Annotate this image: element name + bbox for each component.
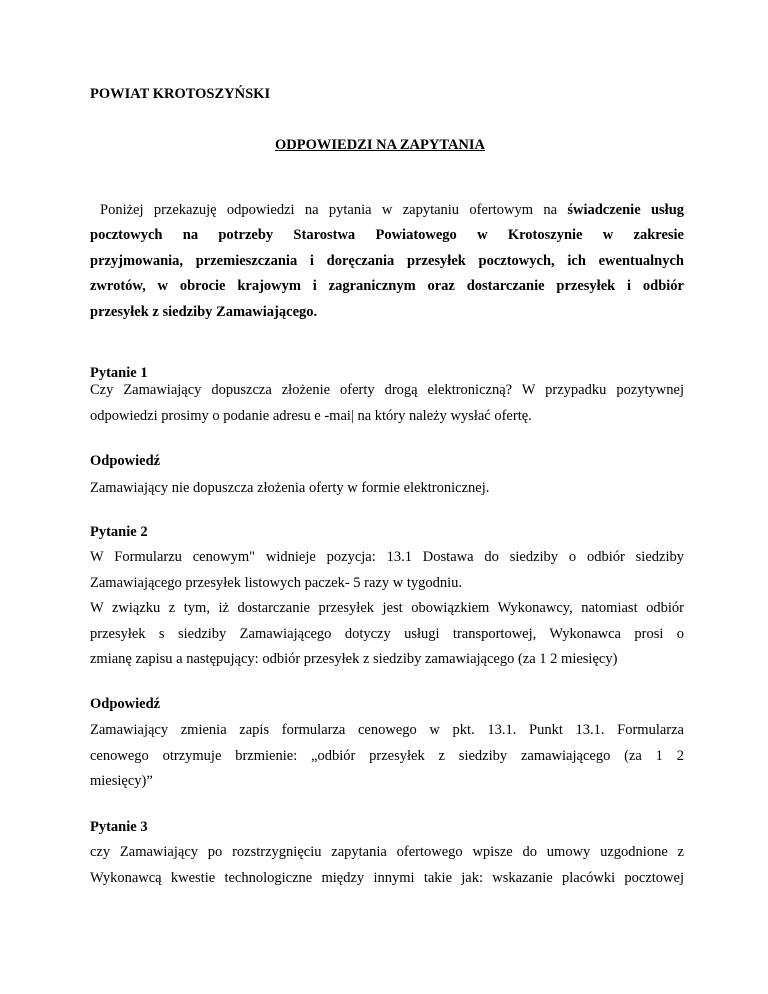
question-2-line-2: Zamawiającego przesyłek listowych paczek- 5 razy w tygodniu.: [90, 575, 463, 591]
question-2-line-5: zmianę zapisu a następujący: odbiór przesyłek z siedziby zamawiającego (za 1 2 miesięcy): [90, 651, 618, 667]
question-3-heading: Pytanie 3: [90, 819, 148, 835]
answer-2-heading: Odpowiedź: [90, 696, 161, 712]
intro-line-1-text: Poniżej przekazuję odpowiedzi na pytania w zapytaniu ofertowym na: [100, 202, 568, 218]
question-2-line-4: przesyłek s siedziby Zamawiającego dotyczy usługi transportowej, Wykonawca prosi o: [90, 626, 684, 642]
answer-1-heading: Odpowiedź: [90, 453, 161, 469]
question-3-line-1: czy Zamawiający po rozstrzygnięciu zapytania ofertowego wpisze do umowy uzgodnione z: [90, 844, 684, 860]
question-2-line-1: W Formularzu cenowym" widnieje pozycja: 13.1 Dostawa do siedziby o odbiór siedziby: [90, 549, 684, 565]
question-3-line-2: Wykonawcą kwestie technologiczne między innymi takie jak: wskazanie placówki pocztowej: [90, 870, 684, 886]
question-1-heading: Pytanie 1: [90, 365, 148, 381]
intro-line-2: pocztowych na potrzeby Starostwa Powiatowego w Krotoszynie w zakresie: [90, 227, 684, 243]
question-2-heading: Pytanie 2: [90, 524, 148, 540]
page-title: ODPOWIEDZI NA ZAPYTANIA: [275, 137, 486, 153]
question-1-line-2: odpowiedzi prosimy o podanie adresu e -mai| na który należy wysłać ofertę.: [90, 408, 532, 424]
intro-line-3: przyjmowania, przemieszczania i doręczania przesyłek pocztowych, ich ewentualnych: [90, 253, 684, 269]
answer-2-line-1: Zamawiający zmienia zapis formularza cenowego w pkt. 13.1. Punkt 13.1. Formularza: [90, 722, 684, 738]
intro-line-1-bold: świadczenie usług: [567, 202, 685, 218]
intro-line-5: przesyłek z siedziby Zamawiającego.: [90, 304, 318, 320]
answer-1-line-1: Zamawiający nie dopuszcza złożenia oferty w formie elektronicznej.: [90, 480, 490, 496]
county-name: POWIAT KROTOSZYŃSKI: [90, 86, 271, 102]
answer-2-line-2: cenowego otrzymuje brzmienie: „odbiór przesyłek z siedziby zamawiającego (za 1 2: [90, 748, 684, 764]
intro-line-4: zwrotów, w obrocie krajowym i zagranicznym oraz dostarczanie przesyłek i odbiór: [90, 278, 684, 294]
answer-2-line-3: miesięcy)”: [90, 773, 153, 789]
question-2-line-3: W związku z tym, iż dostarczanie przesyłek jest obowiązkiem Wykonawcy, natomiast odbiór: [90, 600, 684, 616]
intro-line-1: [100, 202, 684, 219]
question-1-line-1: Czy Zamawiający dopuszcza złożenie oferty drogą elektroniczną? W przypadku pozytywnej: [90, 382, 684, 398]
